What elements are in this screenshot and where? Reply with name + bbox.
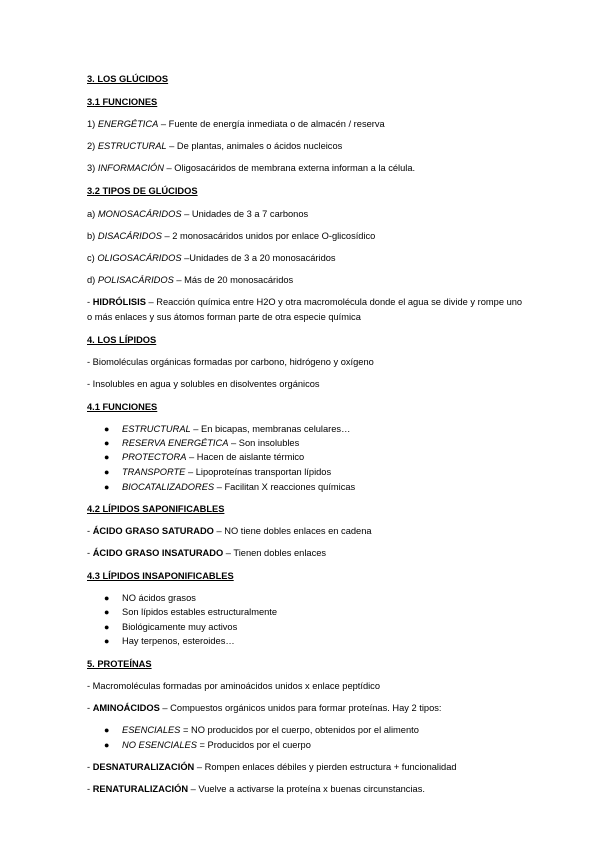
bullet-icon: ● [104, 725, 110, 735]
list-item: BIOCATALIZADORES – Facilitan X reacciones químicas [122, 482, 356, 492]
list-item: c) OLIGOSACÁRIDOS –Unidades de 3 a 20 monosacáridos [87, 253, 336, 263]
bullet-icon: ● [104, 593, 110, 603]
section-title-glucidos: 3. LOS GLÚCIDOS [87, 74, 169, 84]
bullet-icon: ● [104, 452, 110, 462]
list-item: ESENCIALES = NO producidos por el cuerpo, obtenidos por el alimento [122, 725, 419, 735]
subsection-title-insaponificables: 4.3 LÍPIDOS INSAPONIFICABLES [87, 571, 234, 581]
list-item: ESTRUCTURAL – En bicapas, membranas celulares… [122, 424, 351, 434]
list-item: - Macromoléculas formadas por aminoácidos unidos x enlace peptídico [87, 681, 381, 691]
list-item: PROTECTORA – Hacen de aislante térmico [122, 452, 305, 462]
list-item: TRANSPORTE – Lipoproteínas transportan lípidos [122, 467, 332, 477]
section-title-lipidos: 4. LOS LÍPIDOS [87, 335, 157, 345]
bullet-icon: ● [104, 636, 110, 646]
list-item: b) DISACÁRIDOS – 2 monosacáridos unidos por enlace O-glicosídico [87, 231, 376, 241]
subsection-title-tipos-glucidos: 3.2 TIPOS DE GLÚCIDOS [87, 186, 198, 196]
list-item: - Biomoléculas orgánicas formadas por carbono, hidrógeno y oxígeno [87, 357, 374, 367]
list-item: - ÁCIDO GRASO INSATURADO – Tienen dobles enlaces [87, 548, 327, 558]
list-item: a) MONOSACÁRIDOS – Unidades de 3 a 7 carbonos [87, 209, 309, 219]
list-item: - Insolubles en agua y solubles en disolventes orgánicos [87, 379, 320, 389]
list-item: - DESNATURALIZACIÓN – Rompen enlaces débiles y pierden estructura + funcionalidad [87, 762, 457, 772]
list-item: Son lípidos estables estructuralmente [122, 607, 278, 617]
section-title-proteinas: 5. PROTEÍNAS [87, 659, 152, 669]
bullet-icon: ● [104, 622, 110, 632]
bullet-icon: ● [104, 607, 110, 617]
list-item: 2) ESTRUCTURAL – De plantas, animales o ácidos nucleicos [87, 141, 343, 151]
list-item: - ÁCIDO GRASO SATURADO – NO tiene dobles enlaces en cadena [87, 526, 372, 536]
bullet-icon: ● [104, 424, 110, 434]
list-item: RESERVA ENERGÉTICA – Son insolubles [122, 438, 300, 448]
list-item: NO ESENCIALES = Producidos por el cuerpo [122, 740, 311, 750]
subsection-title-saponificables: 4.2 LÍPIDOS SAPONIFICABLES [87, 504, 225, 514]
bullet-icon: ● [104, 482, 110, 492]
bullet-icon: ● [104, 467, 110, 477]
list-item: - RENATURALIZACIÓN – Vuelve a activarse la proteína x buenas circunstancias. [87, 784, 425, 794]
subsection-title-funciones-lipidos: 4.1 FUNCIONES [87, 402, 158, 412]
list-item: 3) INFORMACIÓN – Oligosacáridos de membrana externa informan a la célula. [87, 163, 416, 173]
list-item: - AMINOÁCIDOS – Compuestos orgánicos unidos para formar proteínas. Hay 2 tipos: [87, 703, 442, 713]
list-item: d) POLISACÁRIDOS – Más de 20 monosacáridos [87, 275, 294, 285]
list-item: NO ácidos grasos [122, 593, 196, 603]
list-item: 1) ENERGÉTICA – Fuente de energía inmediata o de almacén / reserva [87, 119, 385, 129]
bullet-icon: ● [104, 740, 110, 750]
subsection-title-funciones-glucidos: 3.1 FUNCIONES [87, 97, 158, 107]
list-item: Biológicamente muy activos [122, 622, 238, 632]
bullet-icon: ● [104, 438, 110, 448]
list-item: Hay terpenos, esteroides… [122, 636, 235, 646]
hidrolisis-paragraph: - HIDRÓLISIS – Reacción química entre H2O y otra macromolécula donde el agua se divide y rompe uno o más enlaces y sus átomos forman parte de otra especie química [87, 297, 523, 322]
